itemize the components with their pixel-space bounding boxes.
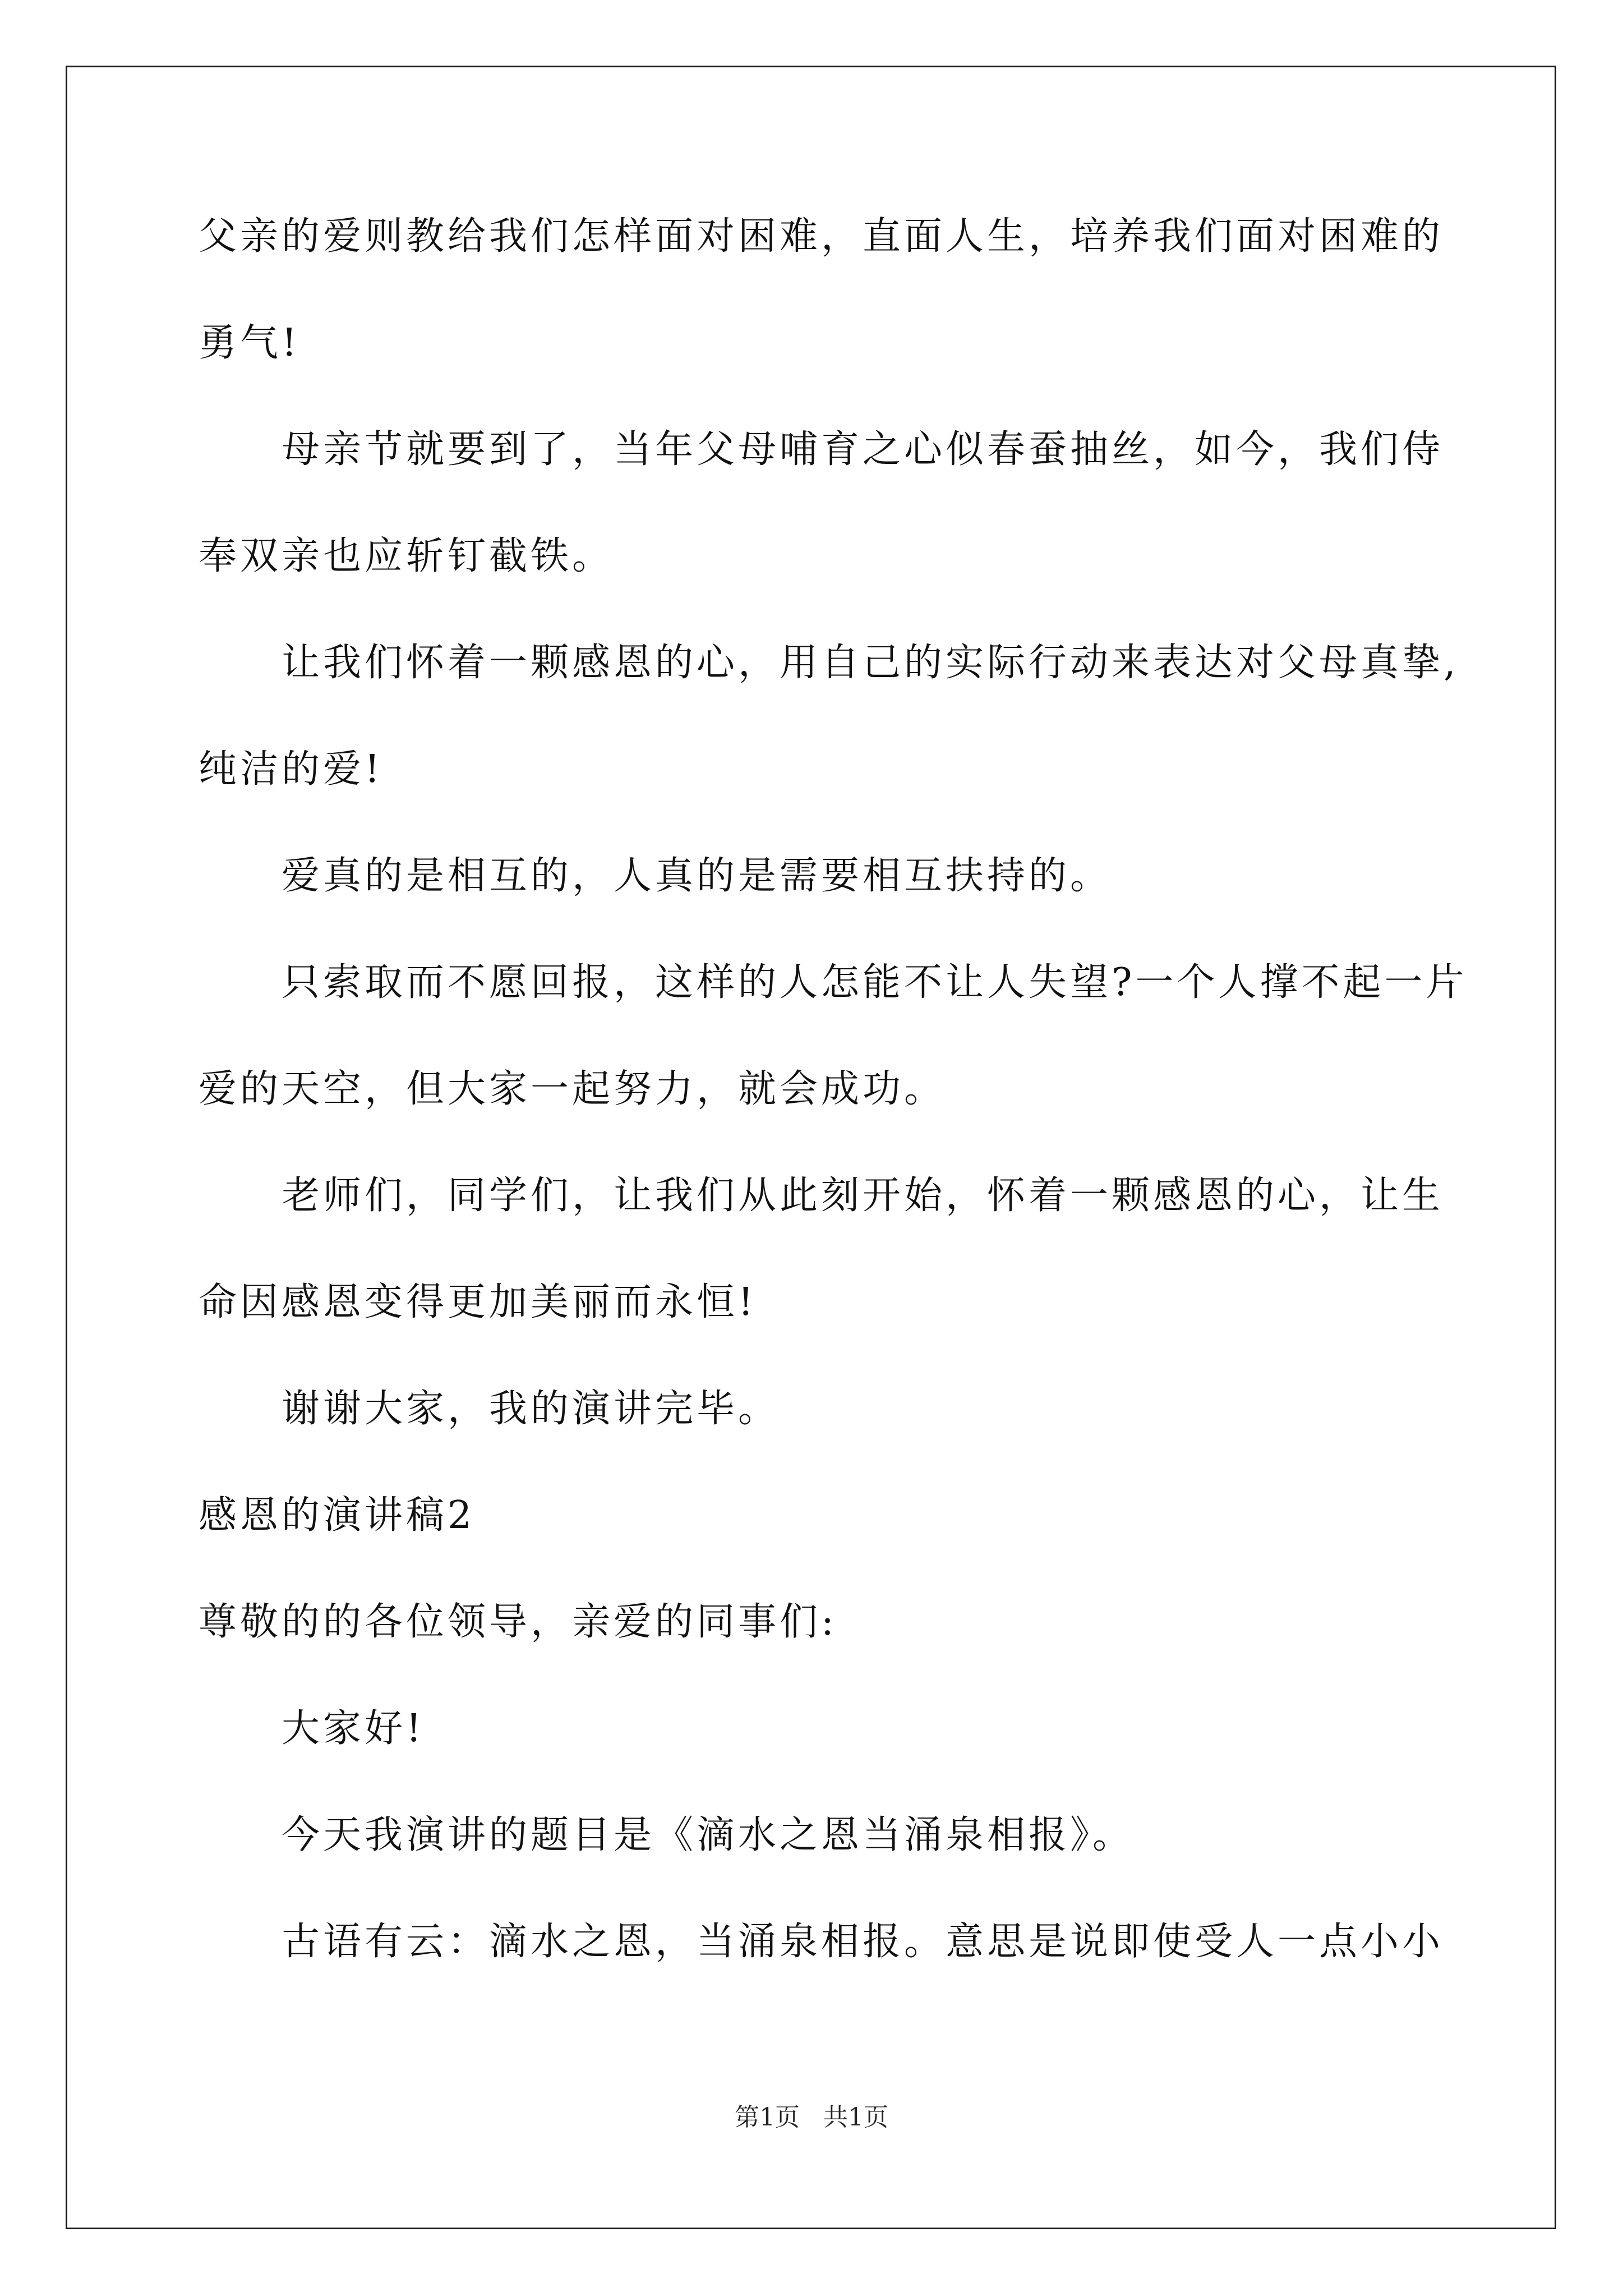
salutation-line: 尊敬的的各位领导，亲爱的同事们: xyxy=(199,1600,837,1644)
paragraph-line: 命因感恩变得更加美丽而永恒! xyxy=(199,1280,757,1324)
paragraph-line: 母亲节就要到了，当年父母哺育之心似春蚕抽丝，如今，我们侍 xyxy=(282,427,1444,472)
paragraph-line: 今天我演讲的题目是《滴水之恩当涌泉相报》。 xyxy=(282,1813,1135,1857)
paragraph-line: 纯洁的爱! xyxy=(199,747,384,792)
section-heading: 感恩的演讲稿2 xyxy=(199,1493,476,1538)
paragraph-line: 爱的天空，但大家一起努力，就会成功。 xyxy=(199,1067,946,1111)
paragraph-line: 勇气! xyxy=(199,321,301,365)
greeting-line: 大家好! xyxy=(282,1706,425,1751)
paragraph-line: 奉双亲也应斩钉截铁。 xyxy=(199,534,614,578)
paragraph-line: 老师们，同学们，让我们从此刻开始，怀着一颗感恩的心，让生 xyxy=(282,1174,1444,1218)
paragraph-line: 谢谢大家，我的演讲完毕。 xyxy=(282,1387,780,1431)
paragraph-line: 父亲的爱则教给我们怎样面对困难，直面人生，培养我们面对困难的 xyxy=(199,214,1444,259)
page-footer: 第1页 共1页 xyxy=(735,2103,888,2132)
paragraph-line: 让我们怀着一颗感恩的心，用自己的实际行动来表达对父母真挚, xyxy=(282,641,1459,685)
paragraph-line: 爱真的是相互的，人真的是需要相互扶持的。 xyxy=(282,854,1112,898)
page-border xyxy=(66,66,1556,2229)
paragraph-line: 古语有云：滴水之恩，当涌泉相报。意思是说即使受人一点小小 xyxy=(282,1920,1444,1964)
paragraph-line: 只索取而不愿回报，这样的人怎能不让人失望?一个人撑不起一片 xyxy=(282,960,1468,1005)
